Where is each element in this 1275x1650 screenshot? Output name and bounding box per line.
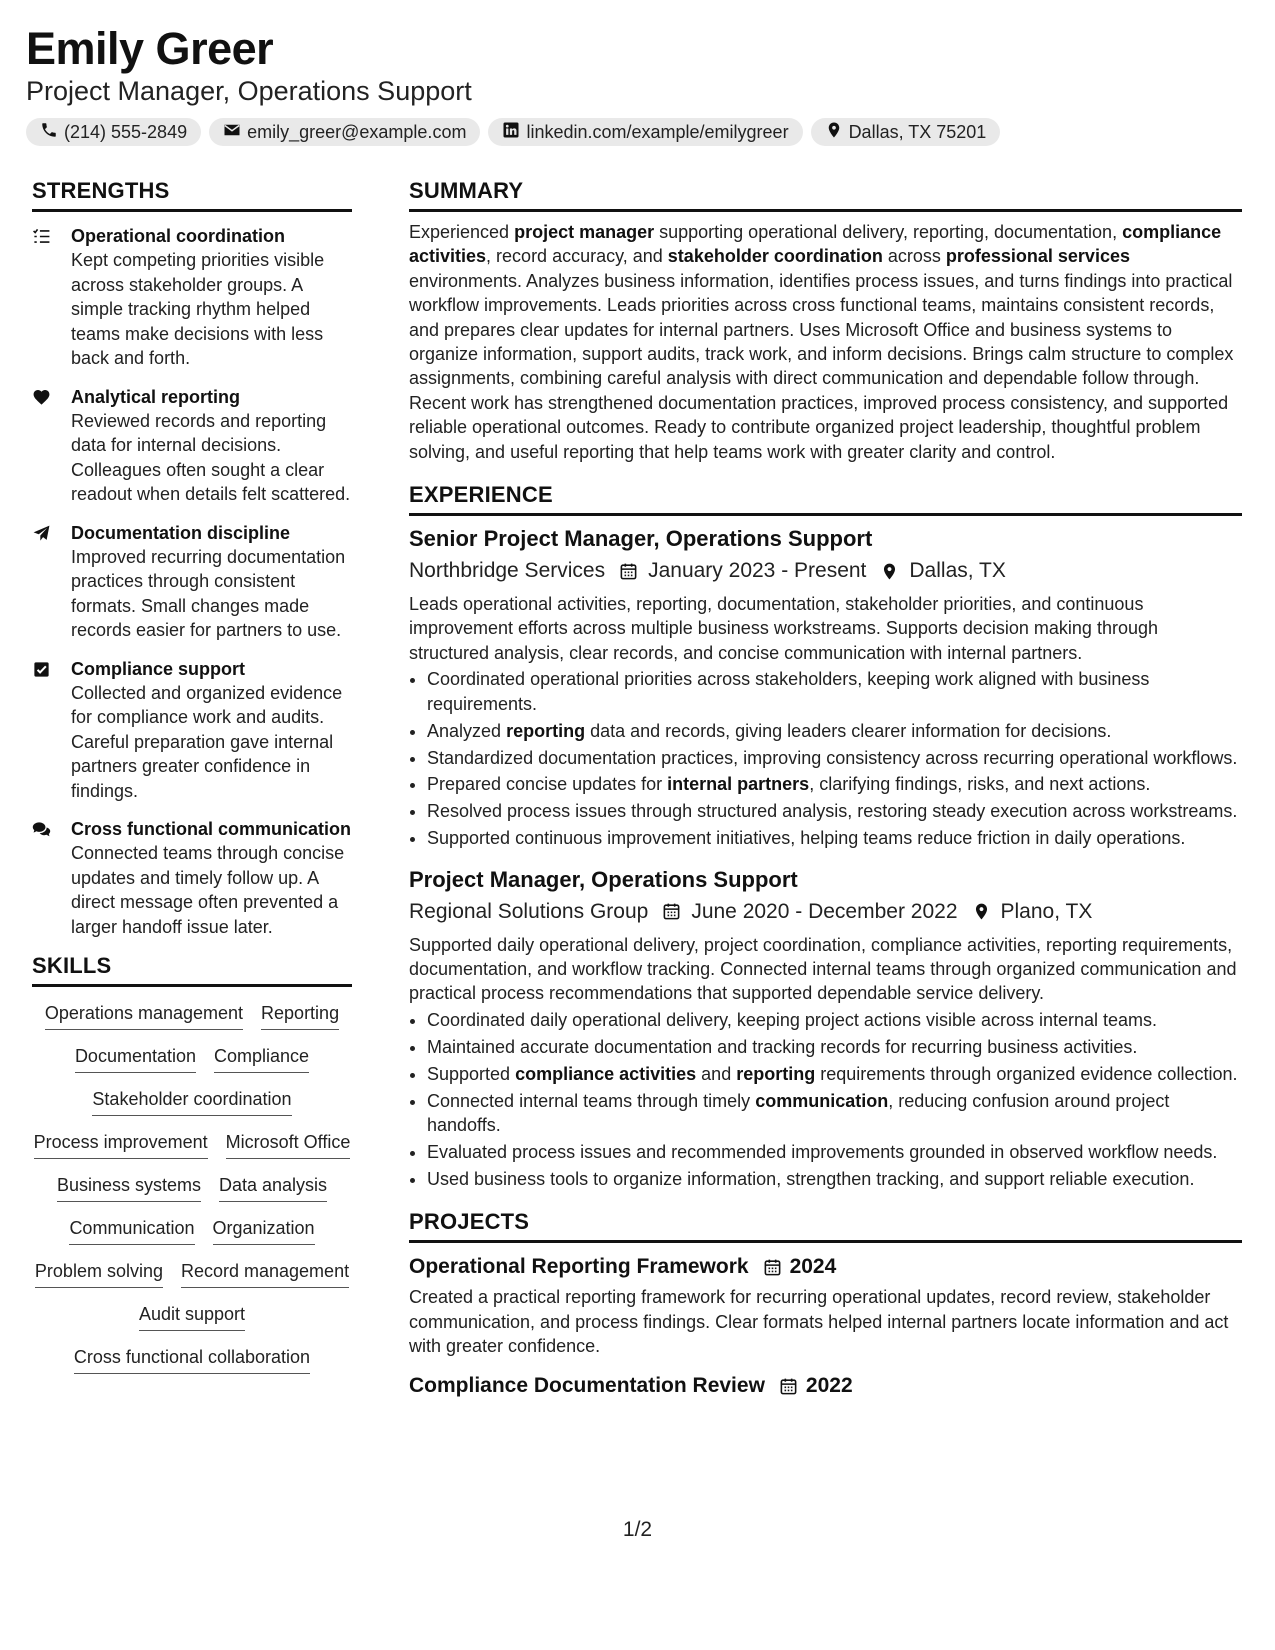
strengths-list [32,224,352,939]
map-pin-icon [825,121,843,144]
skill-tag: Organization [213,1216,315,1245]
project-entry [409,1372,1242,1400]
phone-icon [40,121,58,144]
calendar-icon [763,1258,782,1277]
strength-desc: Kept competing priorities visible across stakeholder groups. A simple tracking rhythm helped teams make decisions with less back and forth. [71,250,325,368]
job-location: Plano, TX [1000,899,1093,923]
bold-keyword: stakeholder coordination [667,246,883,267]
skills-list [32,1001,352,1374]
skill-tag: Documentation [75,1044,196,1073]
job-description: Leads operational activities, reporting, documentation, stakeholder priorities, and continuous improvement efforts across multiple business workstreams. Supports decision making through structured analysis, clear records, and concise communication with internal partners. [409,594,1158,663]
job-bullet: • Used business tools to organize information, strengthen tracking, and support reliable execution. [427,1167,1242,1191]
skill-tag: Problem solving [35,1259,163,1288]
contact-phone[interactable] [26,118,201,146]
calendar-icon [779,1377,798,1396]
skill-tag: Microsoft Office [226,1130,351,1159]
strength-desc: Connected teams through concise updates and timely follow up. A direct message often prevented a larger handoff issue later. [71,843,345,937]
job-bullets [409,1008,1242,1191]
contact-location[interactable] [811,118,1001,146]
location-text: Dallas, TX 75201 [848,121,987,142]
left-column [32,178,352,1374]
bold-keyword: compliance activities [515,1063,697,1084]
calendar-icon [662,902,681,921]
strengths-heading: STRENGTHS [32,178,352,212]
strength-title: Compliance support [71,658,246,679]
map-pin-icon [972,902,991,921]
skill-tag: Audit support [139,1302,245,1331]
job-bullet: • Prepared concise updates for internal partners, clarifying findings, risks, and next actions. [427,772,1242,796]
candidate-name: Emily Greer [26,23,274,74]
strength-item [32,521,352,643]
job-bullet: • Coordinated daily operational delivery, keeping project actions visible across internal teams. [427,1008,1242,1032]
bold-keyword: internal partners [667,774,810,795]
company-name: Regional Solutions Group [409,899,649,923]
job-bullet: • Analyzed reporting data and records, giving leaders clearer information for decisions. [427,719,1242,743]
job-bullet: • Coordinated operational priorities across stakeholders, keeping work aligned with business requirements. [427,667,1242,716]
summary-text: Experienced project manager supporting operational delivery, reporting, documentation, compliance activities, record accuracy, and stakeholder coordination across professional services environments. Analyzes business information, identifies process issues, and turns findings into practical workflow improvements. Leads priorities across cross functional teams, maintains consistent records, and prepares clear updates for internal partners. Uses Microsoft Office and business systems to organize information, support audits, track work, and inform decisions. Brings calm structure to complex assignments, combining careful analysis with direct communication and dependable follow through. Recent work has strengthened documentation practices, improved process consistency, and supported reliable operational outcomes. Ready to contribute organized project leadership, thoughtful problem solving, and useful reporting that help teams work with greater clarity and control. [409,222,1234,462]
job-bullet: • Resolved process issues through structured analysis, restoring steady execution across workstreams. [427,799,1242,823]
job-entry [409,524,1242,851]
contact-bar [26,118,1246,146]
skill-tag: Compliance [214,1044,309,1073]
email-text: emily_greer@example.com [247,121,467,142]
chat-bubbles-icon [32,817,71,939]
job-bullet: • Connected internal teams through timely communication, reducing confusion around project handoffs. [427,1089,1242,1138]
checklist-icon [32,224,71,371]
page-number: 1/2 [622,1518,653,1541]
job-meta [409,556,1242,586]
project-title: Compliance Documentation Review [409,1374,765,1398]
skill-tag: Process improvement [34,1130,208,1159]
calendar-icon [619,562,638,581]
skill-tag: Stakeholder coordination [92,1087,291,1116]
linkedin-text: linkedin.com/example/emilygreer [526,121,789,142]
experience-heading: EXPERIENCE [409,482,1242,516]
strength-title: Documentation discipline [71,522,291,543]
right-column [409,178,1242,1400]
contact-linkedin[interactable] [488,118,802,146]
strength-title: Operational coordination [71,226,286,246]
job-bullet: • Maintained accurate documentation and tracking records for recurring business activities. [427,1035,1242,1059]
job-dates: January 2023 - Present [648,559,867,583]
projects-section [409,1209,1242,1400]
bold-keyword: reporting [736,1063,816,1084]
strength-desc: Collected and organized evidence for compliance work and audits. Careful preparation gave internal partners greater confidence in findings. [71,682,343,801]
strength-title: Analytical reporting [71,386,241,407]
project-year: 2022 [805,1374,853,1398]
job-title: Project Manager, Operations Support [409,866,798,892]
skill-tag: Record management [181,1259,349,1288]
resume-header [26,22,1246,146]
envelope-icon [223,121,241,144]
contact-email[interactable] [209,118,480,146]
job-location: Dallas, TX [909,559,1006,583]
bold-keyword: professional services [945,246,1130,267]
project-title: Operational Reporting Framework [409,1255,749,1279]
skills-section [32,953,352,1374]
strength-item [32,657,352,804]
checkbox-icon [32,657,71,804]
bold-keyword: communication [755,1090,889,1111]
skill-tag: Communication [69,1216,194,1245]
bold-keyword: reporting [506,720,586,741]
skills-heading: SKILLS [32,953,352,987]
job-bullet: • Standardized documentation practices, improving consistency across recurring operational workflows. [427,746,1242,770]
project-entry [409,1253,1242,1358]
job-bullets [409,667,1242,850]
job-bullet: • Evaluated process issues and recommended improvements grounded in observed workflow needs. [427,1140,1242,1164]
strength-title: Cross functional communication [71,819,352,839]
job-description: Supported daily operational delivery, project coordination, compliance activities, reporting requirements, documentation, and workflow tracking. Connected internal teams through organized communication and practical process recommendations that supported dependable service delivery. [409,934,1237,1004]
job-bullet: • Supported compliance activities and reporting requirements through organized evidence collection. [427,1062,1242,1086]
bold-keyword: project manager [514,222,655,242]
projects-heading: PROJECTS [409,1209,1242,1243]
candidate-title: Project Manager, Operations Support [26,76,472,106]
paper-plane-icon [32,521,71,643]
project-description: Created a practical reporting framework for recurring operational updates, record review, stakeholder communication, and process findings. Clear formats helped internal partners locate information and act with greater confidence. [409,1287,1229,1356]
skill-tag: Reporting [261,1001,339,1030]
strength-item [32,385,352,507]
project-year: 2024 [789,1255,837,1279]
strength-item [32,817,352,939]
job-meta [409,897,1242,927]
skill-tag: Data analysis [219,1173,327,1202]
skill-tag: Cross functional collaboration [74,1345,310,1374]
heart-icon [32,385,71,507]
phone-text: (214) 555-2849 [64,121,188,142]
strength-desc: Reviewed records and reporting data for internal decisions. Colleagues often sought a clear readout when details felt scattered. [71,410,351,504]
experience-section [409,482,1242,1191]
strength-desc: Improved recurring documentation practices through consistent formats. Small changes made records easier for partners to use. [71,546,346,640]
strength-item [32,224,352,371]
job-bullet: • Supported continuous improvement initiatives, helping teams reduce friction in daily operations. [427,826,1242,850]
job-dates: June 2020 - December 2022 [691,899,958,923]
skill-tag: Operations management [45,1001,243,1030]
company-name: Northbridge Services [409,559,606,583]
job-title: Senior Project Manager, Operations Support [409,526,873,552]
linkedin-icon [502,121,520,144]
job-entry [409,865,1242,1192]
map-pin-icon [880,562,899,581]
bold-keyword: compliance activities [409,222,1222,267]
summary-heading: SUMMARY [409,178,1242,212]
skill-tag: Business systems [57,1173,201,1202]
